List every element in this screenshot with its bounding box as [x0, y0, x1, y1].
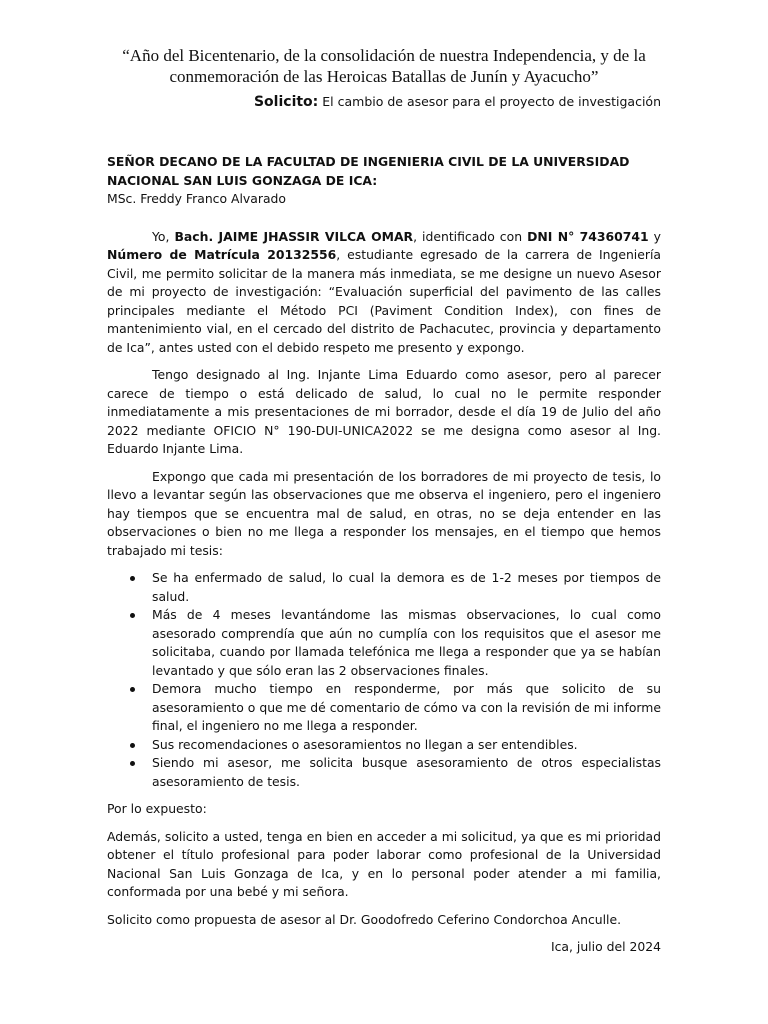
subject-line [254, 94, 661, 110]
list-item-text: Demora mucho tiempo en responderme, por más que solicito de su asesoramiento o que me dé comentario de cómo va con la revisión de mi informe final, el ingeniero no me llega a responder. [152, 681, 661, 733]
bullet-icon [130, 743, 135, 748]
list-item [107, 754, 661, 791]
year-motto [120, 45, 648, 87]
motto-line-2: conmemoración de las Heroicas Batallas de Junín y Ayacucho” [169, 67, 599, 86]
paragraph-4: Además, solicito a usted, tenga en bien en acceder a mi solicitud, ya que es mi prioridad obtener el título profesional para poder laborar como profesional de la Universidad Nacional San Luis Gonzaga de Ica, y en lo personal poder atender a mi familia, conformada por una bebé y mi señora. [107, 828, 661, 899]
motto-line-1: “Año del Bicentenario, de la consolidación de nuestra Independencia, y de la [122, 46, 646, 65]
student-name: Bach. JAIME JHASSIR VILCA OMAR [174, 228, 414, 244]
paragraph-5: Solicito como propuesta de asesor al Dr. Goodofredo Ceferino Condorchoa Anculle. [107, 911, 622, 927]
intro-paragraph [107, 228, 661, 358]
place-date: Ica, julio del 2024 [550, 939, 661, 954]
bullet-icon [130, 687, 135, 692]
intro-text-1: Yo, [152, 228, 175, 244]
list-item-text: Se ha enfermado de salud, lo cual la demora es de 1-2 meses por tiempos de salud. [152, 570, 661, 604]
bullet-icon [130, 761, 135, 766]
subject-label: Solicito: [253, 94, 319, 110]
list-item-text: Más de 4 meses levantándome las mismas observaciones, lo cual como asesorado comprendía que aún no cumplía con los requisitos que el asesor me solicitaba, cuando por llamada telefónica me llega a responder que ya se habían levantado y que sólo eran las 2 observaciones finales. [152, 607, 661, 678]
list-item [107, 606, 661, 680]
matricula-number: Número de Matrícula 20132556 [107, 247, 337, 262]
por-lo-expuesto: Por lo expuesto: [107, 801, 207, 816]
reasons-list [107, 569, 661, 791]
list-item-text: Sus recomendaciones o asesoramientos no llegan a ser entendibles. [152, 736, 578, 752]
letter-body [107, 153, 661, 957]
list-item [107, 736, 661, 755]
subject-text: El cambio de asesor para el proyecto de investigación [322, 94, 661, 109]
intro-text-2: , identificado con [413, 228, 528, 244]
bullet-icon [130, 613, 135, 618]
list-item [107, 680, 661, 736]
paragraph-2: Tengo designado al Ing. Injante Lima Eduardo como asesor, pero al parecer carece de tiempo o está delicado de salud, lo cual no le permite responder inmediatamente a mis presentaciones de mi borrador, desde el día 19 de Julio del año 2022 mediante OFICIO N° 190-DUI-UNICA2022 se me designa como asesor al Ing. Eduardo Injante Lima. [107, 367, 661, 456]
bullet-icon [130, 576, 135, 581]
paragraph-3: Expongo que cada mi presentación de los borradores de mi proyecto de tesis, lo llevo a levantar según las observaciones que me observa el ingeniero, pero el ingeniero hay tiempos que se encuentra mal de salud, en otras, no se deja entender en las observaciones o bien no me llega a responder los mensajes, en el tiempo que hemos trabajado mi tesis: [107, 468, 661, 558]
dni-number: DNI N° 74360741 [527, 228, 649, 244]
recipient-name: MSc. Freddy Franco Alvarado [107, 191, 286, 206]
addressee: SEÑOR DECANO DE LA FACULTAD DE INGENIERIA CIVIL DE LA UNIVERSIDAD NACIONAL SAN LUIS GONZAGA DE ICA: [107, 154, 630, 188]
list-item [107, 569, 661, 606]
intro-text-3: y [648, 228, 661, 244]
list-item-text: Siendo mi asesor, me solicita busque asesoramiento de otros especialistas asesoramiento de tesis. [152, 755, 661, 789]
intro-text-4: , estudiante egresado de la carrera de Ingeniería Civil, me permito solicitar de la manera más inmediata, se me designe un nuevo Asesor de mi proyecto de investigación: “Evaluación superficial del pavimento de las calles principales mediante el Método PCI (Paviment Condition Index), con fines de mantenimiento vial, en el cercado del distrito de Pachacutec, provincia y departamento de Ica”, antes usted con el debido respeto me presento y expongo. [107, 247, 661, 355]
